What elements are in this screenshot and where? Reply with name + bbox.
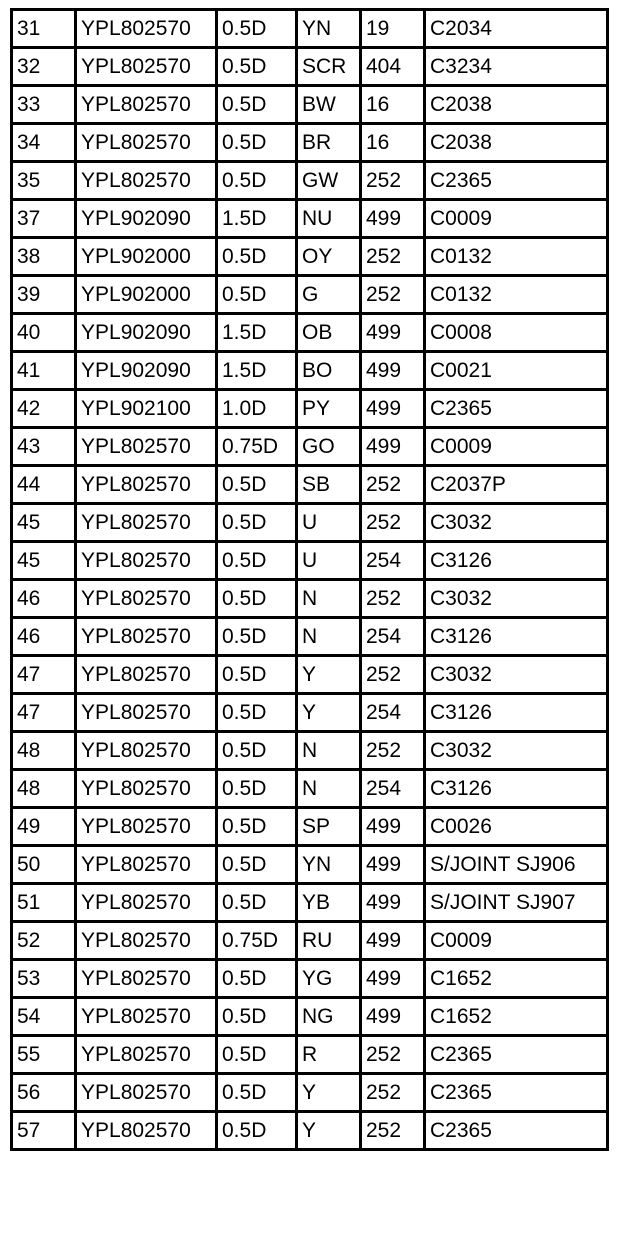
color-code-cell: OY — [297, 238, 361, 276]
color-code-cell: G — [297, 276, 361, 314]
part-number-cell: YPL802570 — [76, 960, 217, 998]
length-cell: 499 — [361, 808, 425, 846]
index-cell: 55 — [12, 1036, 76, 1074]
index-cell: 38 — [12, 238, 76, 276]
part-number-cell: YPL802570 — [76, 922, 217, 960]
length-cell: 252 — [361, 1074, 425, 1112]
color-code-cell: NG — [297, 998, 361, 1036]
color-code-cell: NU — [297, 200, 361, 238]
index-cell: 39 — [12, 276, 76, 314]
size-cell: 0.5D — [217, 1112, 297, 1150]
connector-cell: C2365 — [425, 390, 608, 428]
index-cell: 49 — [12, 808, 76, 846]
connector-cell: C2365 — [425, 1074, 608, 1112]
part-number-cell: YPL802570 — [76, 124, 217, 162]
color-code-cell: YN — [297, 846, 361, 884]
table-row — [12, 124, 608, 162]
index-cell: 47 — [12, 694, 76, 732]
color-code-cell: PY — [297, 390, 361, 428]
connector-cell: C2038 — [425, 86, 608, 124]
connector-cell: S/JOINT SJ907 — [425, 884, 608, 922]
length-cell: 499 — [361, 960, 425, 998]
size-cell: 0.5D — [217, 846, 297, 884]
color-code-cell: SB — [297, 466, 361, 504]
length-cell: 252 — [361, 238, 425, 276]
size-cell: 0.5D — [217, 124, 297, 162]
connector-cell: C3126 — [425, 618, 608, 656]
size-cell: 0.5D — [217, 238, 297, 276]
connector-cell: C3126 — [425, 694, 608, 732]
length-cell: 252 — [361, 1036, 425, 1074]
table-row — [12, 770, 608, 808]
size-cell: 0.5D — [217, 48, 297, 86]
color-code-cell: BR — [297, 124, 361, 162]
index-cell: 44 — [12, 466, 76, 504]
size-cell: 0.5D — [217, 542, 297, 580]
size-cell: 1.0D — [217, 390, 297, 428]
connector-cell: C3234 — [425, 48, 608, 86]
length-cell: 499 — [361, 884, 425, 922]
size-cell: 0.75D — [217, 922, 297, 960]
color-code-cell: SCR — [297, 48, 361, 86]
size-cell: 1.5D — [217, 200, 297, 238]
index-cell: 40 — [12, 314, 76, 352]
connector-cell: C3032 — [425, 656, 608, 694]
color-code-cell: N — [297, 732, 361, 770]
length-cell: 16 — [361, 124, 425, 162]
part-number-cell: YPL802570 — [76, 428, 217, 466]
length-cell: 252 — [361, 466, 425, 504]
table-row — [12, 1074, 608, 1112]
connector-cell: C2034 — [425, 10, 608, 48]
part-number-cell: YPL902000 — [76, 238, 217, 276]
table-row — [12, 694, 608, 732]
part-number-cell: YPL802570 — [76, 884, 217, 922]
connector-cell: C0008 — [425, 314, 608, 352]
length-cell: 499 — [361, 352, 425, 390]
connector-cell: S/JOINT SJ906 — [425, 846, 608, 884]
connector-cell: C2037P — [425, 466, 608, 504]
size-cell: 1.5D — [217, 314, 297, 352]
length-cell: 254 — [361, 618, 425, 656]
table-row — [12, 390, 608, 428]
size-cell: 0.5D — [217, 618, 297, 656]
wire-table-container — [10, 8, 609, 1151]
index-cell: 37 — [12, 200, 76, 238]
index-cell: 52 — [12, 922, 76, 960]
color-code-cell: OB — [297, 314, 361, 352]
size-cell: 0.5D — [217, 960, 297, 998]
length-cell: 252 — [361, 162, 425, 200]
part-number-cell: YPL802570 — [76, 694, 217, 732]
table-row — [12, 48, 608, 86]
part-number-cell: YPL802570 — [76, 808, 217, 846]
length-cell: 252 — [361, 656, 425, 694]
color-code-cell: Y — [297, 1074, 361, 1112]
length-cell: 499 — [361, 314, 425, 352]
connector-cell: C2365 — [425, 1036, 608, 1074]
length-cell: 254 — [361, 770, 425, 808]
index-cell: 31 — [12, 10, 76, 48]
table-row — [12, 808, 608, 846]
index-cell: 47 — [12, 656, 76, 694]
part-number-cell: YPL802570 — [76, 1074, 217, 1112]
index-cell: 57 — [12, 1112, 76, 1150]
connector-cell: C0132 — [425, 276, 608, 314]
connector-cell: C0021 — [425, 352, 608, 390]
part-number-cell: YPL802570 — [76, 732, 217, 770]
index-cell: 53 — [12, 960, 76, 998]
table-row — [12, 428, 608, 466]
part-number-cell: YPL902100 — [76, 390, 217, 428]
connector-cell: C1652 — [425, 998, 608, 1036]
part-number-cell: YPL802570 — [76, 580, 217, 618]
color-code-cell: N — [297, 770, 361, 808]
color-code-cell: N — [297, 618, 361, 656]
table-row — [12, 960, 608, 998]
color-code-cell: R — [297, 1036, 361, 1074]
table-row — [12, 846, 608, 884]
part-number-cell: YPL802570 — [76, 86, 217, 124]
table-row — [12, 656, 608, 694]
part-number-cell: YPL902090 — [76, 314, 217, 352]
size-cell: 0.5D — [217, 580, 297, 618]
table-row — [12, 200, 608, 238]
table-row — [12, 86, 608, 124]
color-code-cell: YB — [297, 884, 361, 922]
connector-cell: C2365 — [425, 1112, 608, 1150]
index-cell: 32 — [12, 48, 76, 86]
wire-table — [10, 8, 609, 1151]
length-cell: 254 — [361, 542, 425, 580]
length-cell: 404 — [361, 48, 425, 86]
color-code-cell: YN — [297, 10, 361, 48]
index-cell: 45 — [12, 542, 76, 580]
size-cell: 1.5D — [217, 352, 297, 390]
table-row — [12, 162, 608, 200]
part-number-cell: YPL802570 — [76, 1036, 217, 1074]
size-cell: 0.5D — [217, 808, 297, 846]
part-number-cell: YPL802570 — [76, 10, 217, 48]
length-cell: 254 — [361, 694, 425, 732]
part-number-cell: YPL802570 — [76, 618, 217, 656]
connector-cell: C3032 — [425, 504, 608, 542]
connector-cell: C0132 — [425, 238, 608, 276]
size-cell: 0.5D — [217, 10, 297, 48]
wire-table-body — [12, 10, 608, 1150]
index-cell: 56 — [12, 1074, 76, 1112]
color-code-cell: GW — [297, 162, 361, 200]
color-code-cell: Y — [297, 1112, 361, 1150]
size-cell: 0.5D — [217, 86, 297, 124]
index-cell: 33 — [12, 86, 76, 124]
size-cell: 0.5D — [217, 656, 297, 694]
table-row — [12, 314, 608, 352]
index-cell: 48 — [12, 770, 76, 808]
length-cell: 499 — [361, 846, 425, 884]
color-code-cell: U — [297, 542, 361, 580]
length-cell: 499 — [361, 428, 425, 466]
part-number-cell: YPL802570 — [76, 542, 217, 580]
part-number-cell: YPL802570 — [76, 504, 217, 542]
length-cell: 252 — [361, 580, 425, 618]
size-cell: 0.5D — [217, 276, 297, 314]
length-cell: 252 — [361, 1112, 425, 1150]
connector-cell: C3126 — [425, 542, 608, 580]
color-code-cell: SP — [297, 808, 361, 846]
table-row — [12, 1112, 608, 1150]
size-cell: 0.5D — [217, 466, 297, 504]
index-cell: 46 — [12, 618, 76, 656]
color-code-cell: Y — [297, 656, 361, 694]
size-cell: 0.5D — [217, 504, 297, 542]
length-cell: 252 — [361, 732, 425, 770]
index-cell: 42 — [12, 390, 76, 428]
table-row — [12, 504, 608, 542]
size-cell: 0.5D — [217, 732, 297, 770]
part-number-cell: YPL802570 — [76, 656, 217, 694]
color-code-cell: RU — [297, 922, 361, 960]
part-number-cell: YPL802570 — [76, 998, 217, 1036]
size-cell: 0.5D — [217, 884, 297, 922]
size-cell: 0.5D — [217, 694, 297, 732]
connector-cell: C1652 — [425, 960, 608, 998]
part-number-cell: YPL802570 — [76, 770, 217, 808]
table-row — [12, 998, 608, 1036]
part-number-cell: YPL802570 — [76, 48, 217, 86]
table-row — [12, 542, 608, 580]
length-cell: 499 — [361, 998, 425, 1036]
size-cell: 0.75D — [217, 428, 297, 466]
index-cell: 51 — [12, 884, 76, 922]
part-number-cell: YPL802570 — [76, 846, 217, 884]
size-cell: 0.5D — [217, 770, 297, 808]
size-cell: 0.5D — [217, 1036, 297, 1074]
table-row — [12, 276, 608, 314]
table-row — [12, 1036, 608, 1074]
index-cell: 34 — [12, 124, 76, 162]
color-code-cell: U — [297, 504, 361, 542]
color-code-cell: BW — [297, 86, 361, 124]
length-cell: 16 — [361, 86, 425, 124]
connector-cell: C0009 — [425, 200, 608, 238]
table-row — [12, 922, 608, 960]
color-code-cell: YG — [297, 960, 361, 998]
part-number-cell: YPL802570 — [76, 1112, 217, 1150]
color-code-cell: N — [297, 580, 361, 618]
connector-cell: C0026 — [425, 808, 608, 846]
part-number-cell: YPL802570 — [76, 162, 217, 200]
connector-cell: C3032 — [425, 580, 608, 618]
connector-cell: C3126 — [425, 770, 608, 808]
connector-cell: C2365 — [425, 162, 608, 200]
part-number-cell: YPL802570 — [76, 466, 217, 504]
length-cell: 499 — [361, 922, 425, 960]
index-cell: 43 — [12, 428, 76, 466]
part-number-cell: YPL902000 — [76, 276, 217, 314]
length-cell: 499 — [361, 390, 425, 428]
table-row — [12, 238, 608, 276]
table-row — [12, 618, 608, 656]
color-code-cell: BO — [297, 352, 361, 390]
table-row — [12, 10, 608, 48]
length-cell: 252 — [361, 504, 425, 542]
size-cell: 0.5D — [217, 162, 297, 200]
part-number-cell: YPL902090 — [76, 200, 217, 238]
table-row — [12, 580, 608, 618]
color-code-cell: GO — [297, 428, 361, 466]
connector-cell: C0009 — [425, 428, 608, 466]
connector-cell: C3032 — [425, 732, 608, 770]
length-cell: 499 — [361, 200, 425, 238]
length-cell: 252 — [361, 276, 425, 314]
index-cell: 46 — [12, 580, 76, 618]
table-row — [12, 732, 608, 770]
table-row — [12, 352, 608, 390]
table-row — [12, 884, 608, 922]
table-row — [12, 466, 608, 504]
size-cell: 0.5D — [217, 1074, 297, 1112]
color-code-cell: Y — [297, 694, 361, 732]
connector-cell: C2038 — [425, 124, 608, 162]
index-cell: 54 — [12, 998, 76, 1036]
connector-cell: C0009 — [425, 922, 608, 960]
size-cell: 0.5D — [217, 998, 297, 1036]
index-cell: 45 — [12, 504, 76, 542]
index-cell: 50 — [12, 846, 76, 884]
index-cell: 48 — [12, 732, 76, 770]
part-number-cell: YPL902090 — [76, 352, 217, 390]
index-cell: 41 — [12, 352, 76, 390]
index-cell: 35 — [12, 162, 76, 200]
length-cell: 19 — [361, 10, 425, 48]
